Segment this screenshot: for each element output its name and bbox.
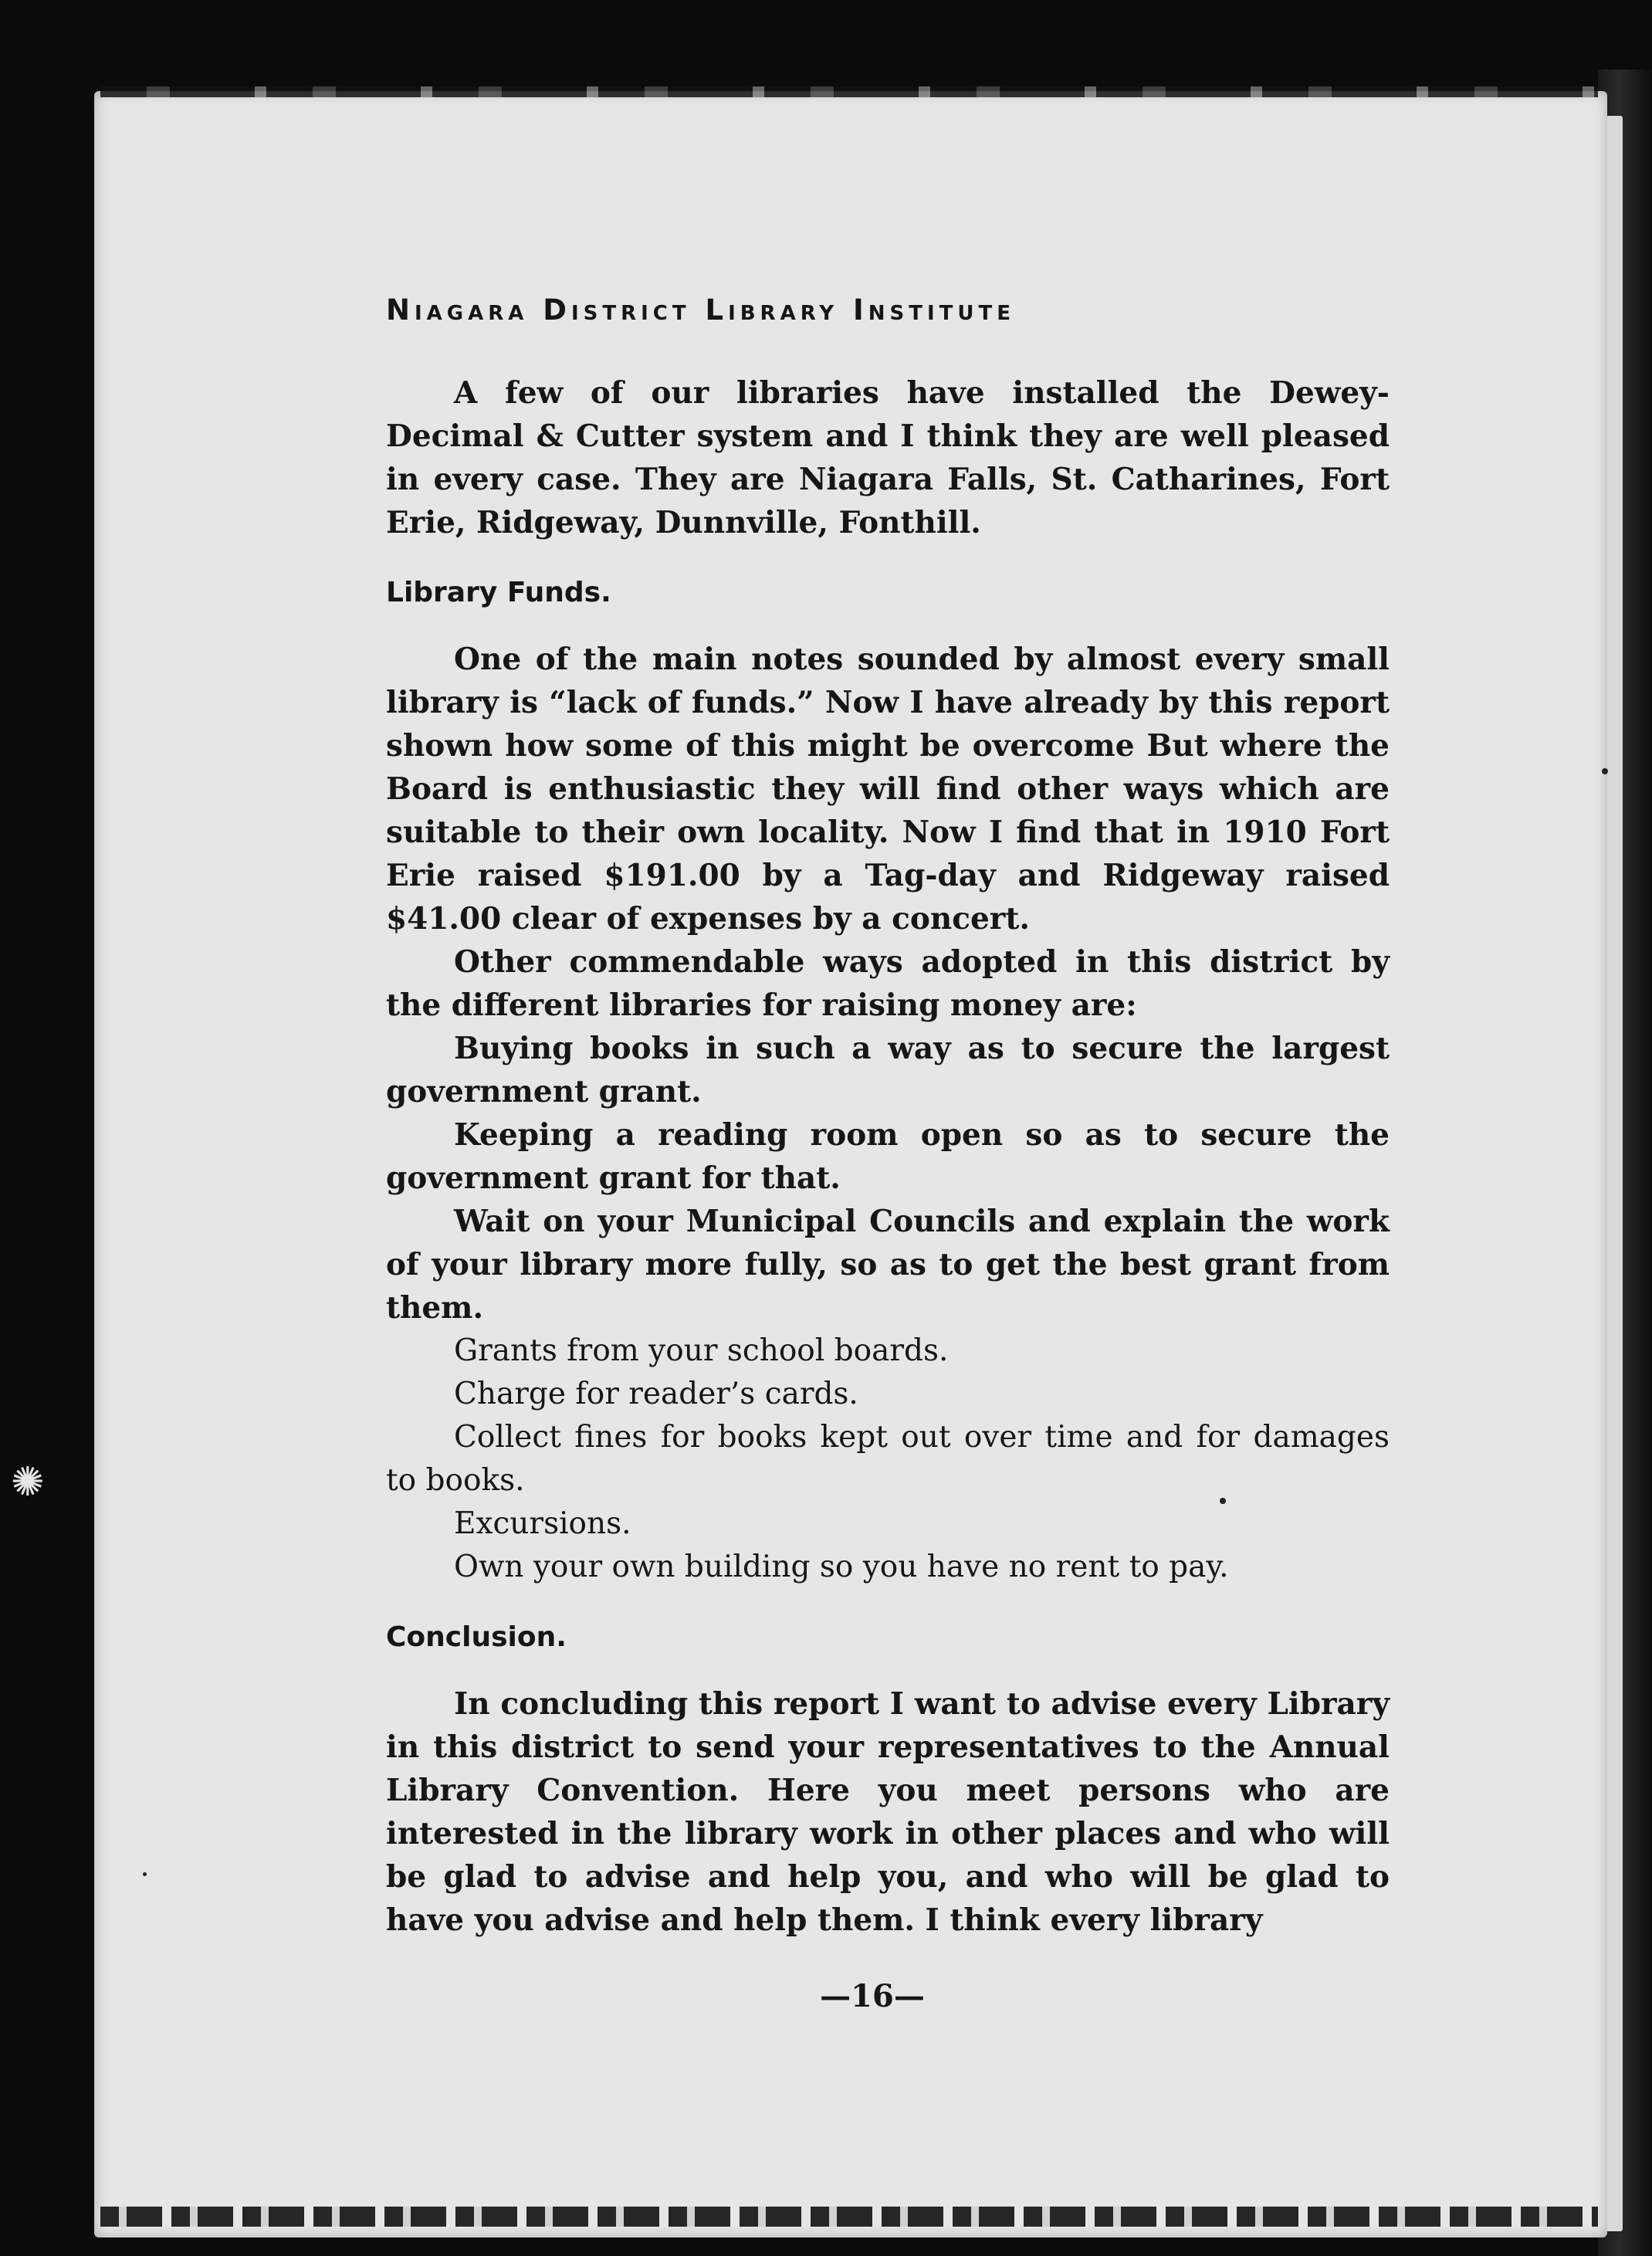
funds-way-item: Collect fines for books kept out over time and for damages to books.	[386, 1420, 1390, 1498]
scan-speck	[1220, 1498, 1226, 1504]
funds-way-item: Own your own building so you have no rent to pay.	[454, 1550, 1229, 1584]
funds-paragraph-1: One of the main notes sounded by almost every small library is “lack of funds.” Now I have already by this report shown how some of this might be overcome But where the Board is enthusiastic they will find other ways which are suitable to their own locality. Now I find that in 1910 Fort Erie raised $191.00 by a Tag-day and Ridgeway raised $41.00 clear of expenses by a concert.	[386, 642, 1390, 937]
funds-paragraph-2: Other commendable ways adopted in this district by the different libraries for raising money are:	[386, 944, 1390, 1023]
intro-paragraph: A few of our libraries have installed the Dewey-Decimal & Cutter system and I think they are well pleased in every case. They are Niagara Falls, St. Catharines, Fort Erie, Ridgeway, Dunnville, Fonthill.	[386, 375, 1390, 540]
facing-page-strip	[1606, 116, 1623, 2231]
bottom-page-border	[100, 2207, 1598, 2227]
funds-way-item: Grants from your school boards.	[454, 1333, 949, 1368]
funds-way-item: Charge for reader’s cards.	[454, 1377, 858, 1411]
funds-way-item: Wait on your Municipal Councils and explain the work of your library more fully, so as to get the best grant from them.	[386, 1204, 1390, 1326]
page-text	[386, 293, 1390, 1942]
funds-way-item: Excursions.	[454, 1506, 631, 1541]
page-number: —16—	[820, 1978, 925, 2014]
scan-speck	[1602, 768, 1608, 774]
top-page-border	[100, 86, 1598, 97]
conclusion-paragraph: In concluding this report I want to advise every Library in this district to send your representatives to the Annual Library Convention. Here you meet persons who are interested in the library work in other places and who will be glad to advise and help you, and who will be glad to have you advise and help them. I think every library	[386, 1686, 1390, 1938]
running-head: Niagara District Library Institute	[386, 293, 1016, 327]
funds-way-item: Buying books in such a way as to secure the largest government grant.	[386, 1031, 1390, 1109]
section-heading-conclusion: Conclusion.	[386, 1621, 567, 1653]
funds-way-item: Keeping a reading room open so as to secure the government grant for that.	[386, 1117, 1390, 1196]
scan-artifact: ✺	[11, 1459, 45, 1506]
section-heading-funds: Library Funds.	[386, 577, 611, 608]
scan-speck	[143, 1872, 147, 1876]
